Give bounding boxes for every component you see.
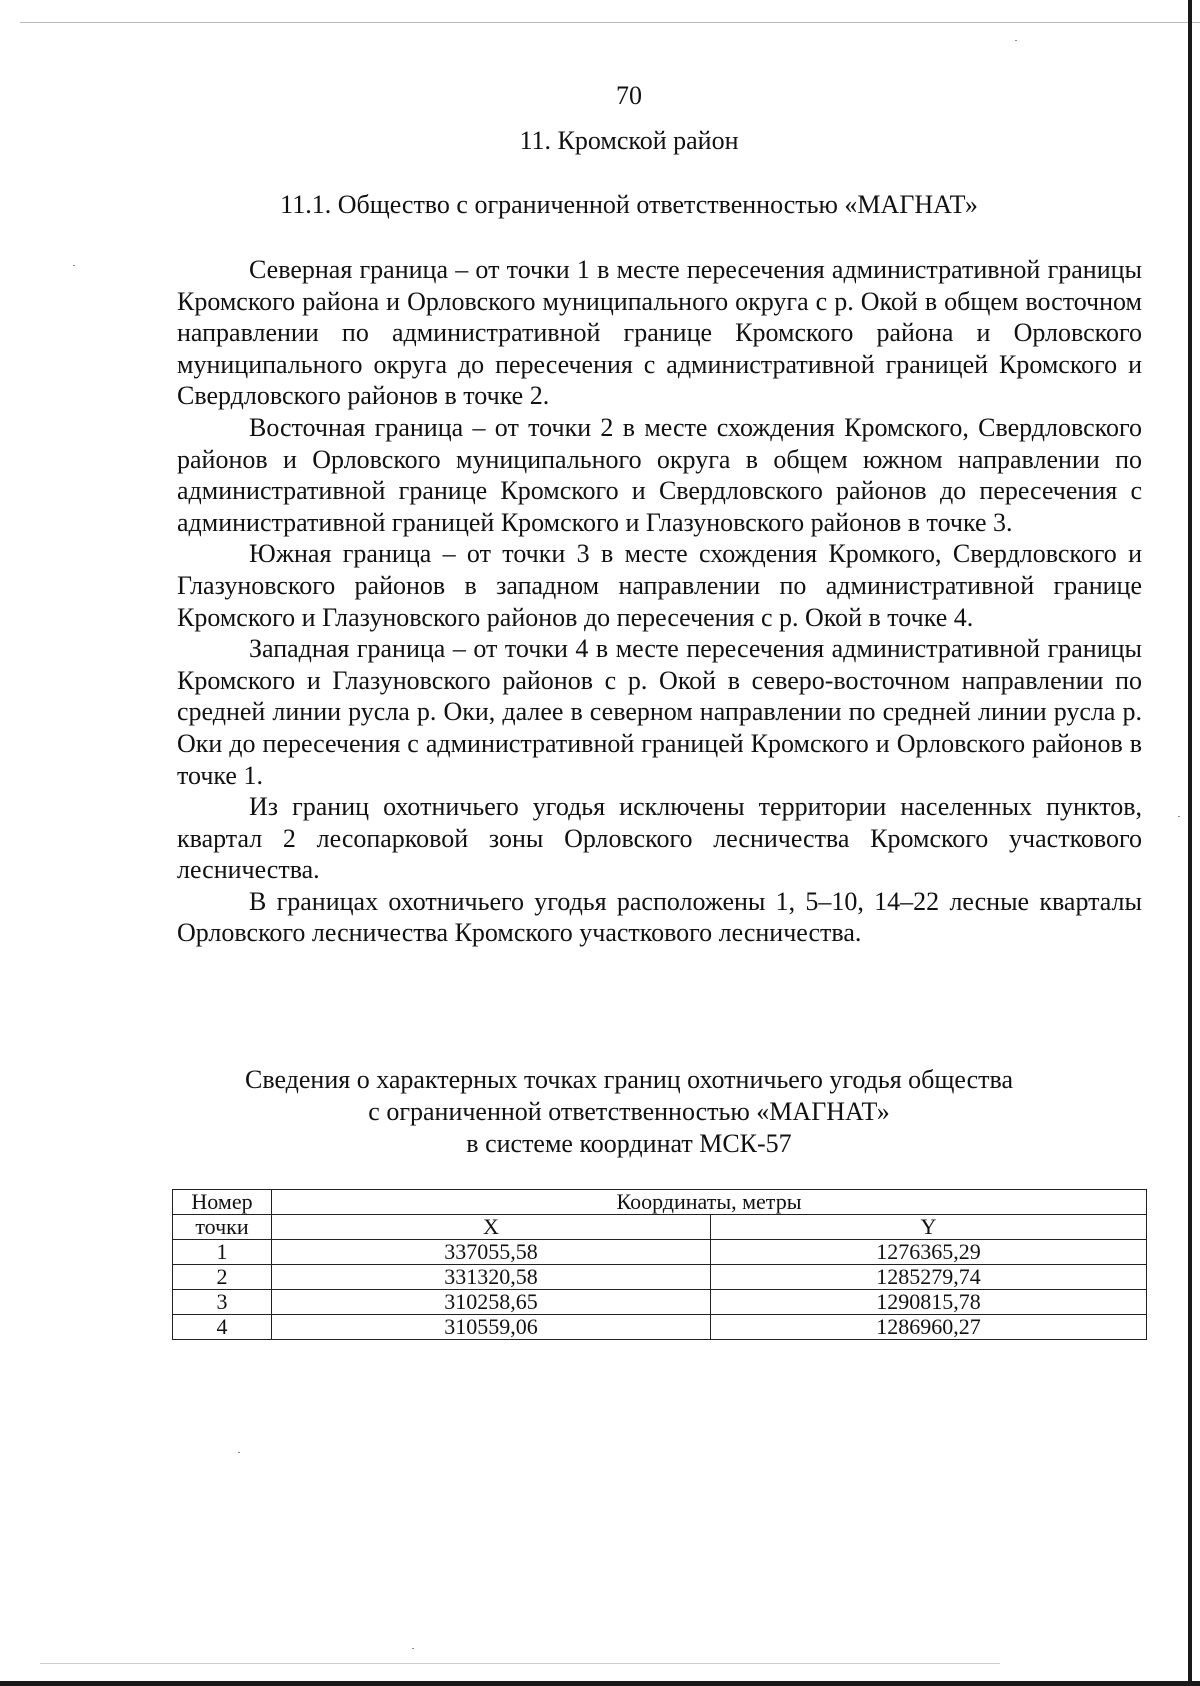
cell-x: 310258,65 — [272, 1290, 711, 1315]
paragraph-west-border: Западная граница – от точки 4 в месте пересечения административной границы Кромского и Глазуновского районов с р. Окой в северо-восточном направлении по средней линии русла р. Оки, далее в северном направлении по средней линии русла р. Оки до пересечения с административной границей Кромского и Орловского районов в точке 1. — [177, 634, 1142, 790]
scan-edge-top — [20, 22, 1200, 23]
table-row — [173, 1240, 1147, 1265]
scan-line-bottom — [40, 1663, 1000, 1664]
header-point-number-bottom: точки — [173, 1215, 272, 1240]
scan-speck — [73, 265, 75, 266]
table-row — [173, 1315, 1147, 1340]
header-coordinates: Координаты, метры — [272, 1190, 1147, 1215]
header-y: Y — [711, 1215, 1147, 1240]
cell-point: 1 — [173, 1240, 272, 1265]
cell-x: 310559,06 — [272, 1315, 711, 1340]
scan-edge-right — [1188, 0, 1192, 1686]
cell-y: 1290815,78 — [711, 1290, 1147, 1315]
paragraph-north-border: Северная граница – от точки 1 в месте пересечения административной границы Кромского района и Орловского муниципального округа с р. Окой в общем восточном направлении по административной границе Кромского района и Орловского муниципального округа до пересечения с административной границей Кромского и Свердловского районов в точке 2. — [177, 255, 1142, 411]
table-row — [173, 1265, 1147, 1290]
table-header-row — [173, 1190, 1147, 1215]
cell-y: 1276365,29 — [711, 1240, 1147, 1265]
paragraph-forest-quarters: В границах охотничьего угодья расположены 1, 5–10, 14–22 лесные кварталы Орловского лесничества Кромского участкового лесничества. — [177, 886, 1142, 948]
header-x: X — [272, 1215, 711, 1240]
cell-x: 337055,58 — [272, 1240, 711, 1265]
paragraph-east-border: Восточная граница – от точки 2 в месте схождения Кромского, Свердловского районов и Орловского муниципального округа в общем южном направлении по административной границе Кромского и Свердловского районов до пересечения с административной границей Кромского и Глазуновского районов в точке 3. — [177, 412, 1142, 537]
cell-y: 1285279,74 — [711, 1265, 1147, 1290]
header-point-number-top: Номер — [173, 1190, 272, 1215]
table-caption — [0, 1064, 1200, 1160]
cell-point: 4 — [173, 1315, 272, 1340]
body-text — [177, 254, 1142, 949]
caption-line-3: в системе координат МСК-57 — [466, 1129, 792, 1158]
scan-speck — [412, 1648, 414, 1649]
paragraph-south-border: Южная граница – от точки 3 в месте схождения Кромкого, Свердловского и Глазуновского районов в западном направлении по административной границе Кромского и Глазуновского районов до пересечения с р. Окой в точке 4. — [177, 539, 1142, 632]
subsection-title: 11.1. Общество с ограниченной ответственностью «МАГНАТ» — [280, 190, 978, 219]
cell-y: 1286960,27 — [711, 1315, 1147, 1340]
coordinates-table — [172, 1189, 1147, 1340]
caption-line-1: Сведения о характерных точках границ охотничьего угодья общества — [244, 1065, 1013, 1094]
cell-x: 331320,58 — [272, 1265, 711, 1290]
cell-point: 3 — [173, 1290, 272, 1315]
table-subheader-row — [173, 1215, 1147, 1240]
scan-speck — [238, 1452, 240, 1453]
caption-line-2: с ограниченной ответственностью «МАГНАТ» — [368, 1097, 890, 1126]
page-number: 70 — [616, 81, 642, 110]
scan-speck — [1178, 816, 1180, 817]
cell-point: 2 — [173, 1265, 272, 1290]
table-row — [173, 1290, 1147, 1315]
scan-edge-bottom — [0, 1681, 1200, 1686]
scan-speck — [1015, 40, 1017, 41]
paragraph-exclusions: Из границ охотничьего угодья исключены территории населенных пунктов, квартал 2 лесопарковой зоны Орловского лесничества Кромского участкового лесничества. — [177, 792, 1142, 885]
section-title: 11. Кромской район — [519, 126, 739, 155]
